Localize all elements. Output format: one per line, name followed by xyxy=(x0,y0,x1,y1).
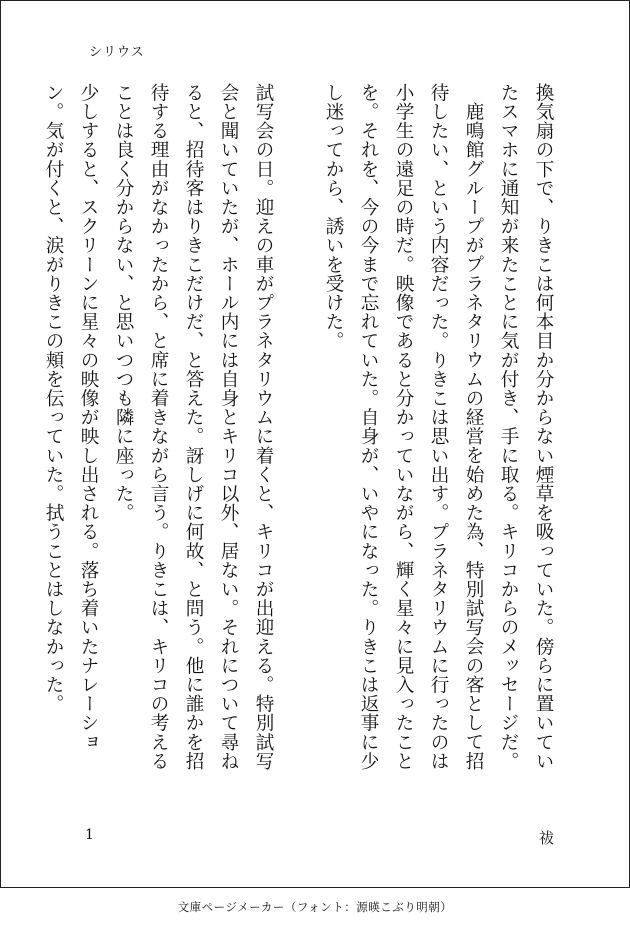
page-number: 1 xyxy=(85,827,94,843)
running-title: シリウス xyxy=(89,45,145,60)
author-name: 祓 xyxy=(539,829,555,847)
paragraph-1: 換気扇の下で、りきこは何本目か分からない煙草を吸っていた。傍らに置いていたスマホに通知が来たことに気が付き、手に取る。キリコからのメッセージだ。 xyxy=(498,83,554,771)
paragraph-4: 少しすると、スクリーンに星々の映像が映し出される。落ち着いたナレーション。気が付くと、涙がりきこの頬を伝っていた。拭うことはしなかった。 xyxy=(43,83,99,752)
paragraph-3: 試写会の日。迎えの車がプラネタリウムに着くと、キリコが出迎える。特別試写会と聞いていたが、ホール内には自身とキリコ以外、居ない。それについて尋ねると、招待客はりきこだけだ、と答えた。訝しげに何故、と問う。他に誰かを招待する理由がなかったから、と席に着きながら言う。りきこは、キリコの考えることは良く分からない、と思いつつも隣に座った。 xyxy=(113,83,274,771)
body-text xyxy=(43,83,561,783)
footer-credit: 文庫ページメーカー（フォント：源暎こぶり明朝） xyxy=(177,900,453,914)
paragraph-2: 鹿鳴館グループがプラネタリウムの経営を始めた為、特別試写会の客として招待したい、という内容だった。りきこは思い出す。プラネタリウムに行ったのは小学生の遠足の時だ。映像であると分かっていながら、輝く星々に見入ったことを。それを、今の今まで忘れていた。自身が、いやになった。りきこは返事に少し迷ってから、誘いを受けた。 xyxy=(323,83,484,771)
